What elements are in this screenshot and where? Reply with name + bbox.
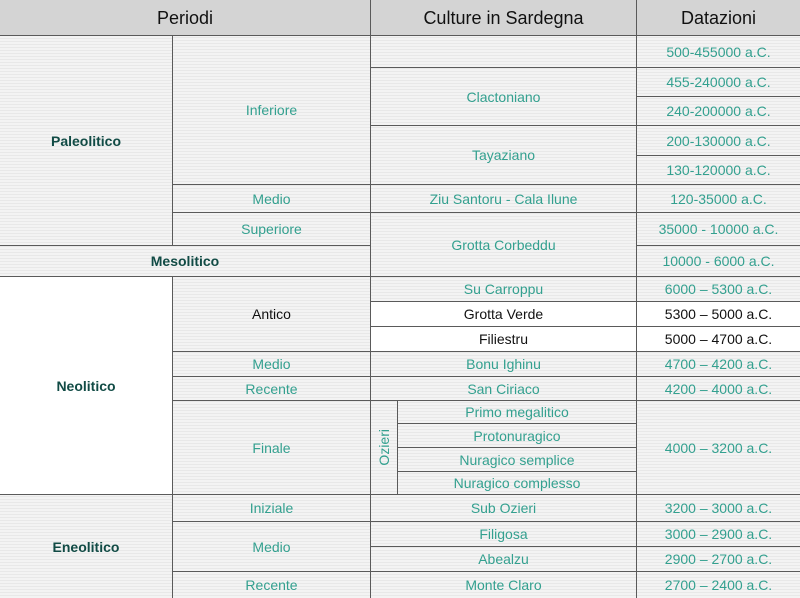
grid-line xyxy=(636,155,800,156)
grid-line xyxy=(172,212,800,213)
culture-sub-ozieri: Sub Ozieri xyxy=(371,495,636,521)
grid-line xyxy=(0,35,800,36)
grid-line xyxy=(636,96,800,97)
ozieri-label: Ozieri xyxy=(376,429,392,466)
date-cell: 240-200000 a.C. xyxy=(637,97,800,125)
grid-line xyxy=(636,0,637,598)
date-cell: 4700 – 4200 a.C. xyxy=(637,352,800,376)
date-cell: 455-240000 a.C. xyxy=(637,68,800,96)
grid-line xyxy=(172,376,800,377)
culture-san-ciriaco: San Ciriaco xyxy=(371,377,636,400)
culture-grotta-corbeddu: Grotta Corbeddu xyxy=(371,213,636,276)
subperiod-medio-neolitico: Medio xyxy=(173,352,370,376)
grid-line xyxy=(370,301,800,302)
grid-line xyxy=(172,245,370,246)
date-cell: 5300 – 5000 a.C. xyxy=(637,302,800,326)
grid-line xyxy=(397,447,636,448)
date-cell: 3200 – 3000 a.C. xyxy=(637,495,800,521)
culture-ziu-santoru: Ziu Santoru - Cala Ilune xyxy=(371,185,636,212)
subperiod-iniziale: Iniziale xyxy=(173,495,370,521)
culture-nuragico-semplice: Nuragico semplice xyxy=(398,448,636,471)
grid-line xyxy=(397,471,636,472)
date-cell: 6000 – 5300 a.C. xyxy=(637,277,800,301)
subperiod-recente-neolitico: Recente xyxy=(173,377,370,400)
culture-primo-megalitico: Primo megalitico xyxy=(398,401,636,423)
grid-line xyxy=(370,546,800,547)
period-paleolitico: Paleolitico xyxy=(0,36,172,245)
date-cell: 200-130000 a.C. xyxy=(637,126,800,155)
subperiod-medio-eneolitico: Medio xyxy=(173,522,370,571)
culture-protonuragico: Protonuragico xyxy=(398,424,636,447)
grid-line xyxy=(370,326,800,327)
culture-tayaziano: Tayaziano xyxy=(371,126,636,184)
grid-line xyxy=(397,423,636,424)
grid-line xyxy=(172,400,800,401)
date-cell: 500-455000 a.C. xyxy=(637,36,800,67)
grid-line xyxy=(172,571,800,572)
header-periodi: Periodi xyxy=(0,0,370,35)
subperiod-antico: Antico xyxy=(173,277,370,351)
date-cell: 10000 - 6000 a.C. xyxy=(637,246,800,276)
culture-su-carroppu: Su Carroppu xyxy=(371,277,636,301)
header-culture: Culture in Sardegna xyxy=(371,0,636,35)
date-cell: 4000 – 3200 a.C. xyxy=(637,401,800,494)
period-eneolitico: Eneolitico xyxy=(0,495,172,598)
culture-filigosa: Filigosa xyxy=(371,522,636,546)
date-cell: 35000 - 10000 a.C. xyxy=(637,213,800,245)
grid-line xyxy=(0,494,800,495)
subperiod-recente-eneolitico: Recente xyxy=(173,572,370,598)
culture-nuragico-complesso: Nuragico complesso xyxy=(398,472,636,494)
subperiod-inferiore: Inferiore xyxy=(173,36,370,184)
grid-line xyxy=(172,351,800,352)
grid-line xyxy=(172,521,800,522)
grid-line xyxy=(172,36,173,246)
grid-line xyxy=(370,125,800,126)
date-cell: 2900 – 2700 a.C. xyxy=(637,547,800,571)
date-cell: 2700 – 2400 a.C. xyxy=(637,572,800,598)
subperiod-finale: Finale xyxy=(173,401,370,494)
subperiod-superiore: Superiore xyxy=(173,213,370,245)
header-datazioni: Datazioni xyxy=(637,0,800,35)
date-cell: 4200 – 4000 a.C. xyxy=(637,377,800,400)
culture-grotta-verde: Grotta Verde xyxy=(371,302,636,326)
grid-line xyxy=(172,184,800,185)
culture-abealzu: Abealzu xyxy=(371,547,636,571)
grid-line xyxy=(172,276,173,598)
date-cell: 3000 – 2900 a.C. xyxy=(637,522,800,546)
culture-bonu-ighinu: Bonu Ighinu xyxy=(371,352,636,376)
grid-line xyxy=(0,276,800,277)
culture-clactoniano: Clactoniano xyxy=(371,68,636,125)
grid-line xyxy=(370,67,800,68)
period-neolitico: Neolitico xyxy=(0,277,172,494)
subperiod-medio-paleolitico: Medio xyxy=(173,185,370,212)
culture-monte-claro: Monte Claro xyxy=(371,572,636,598)
date-cell: 130-120000 a.C. xyxy=(637,156,800,184)
grid-line xyxy=(370,0,371,598)
culture-empty xyxy=(371,36,636,67)
grid-line xyxy=(636,245,800,246)
period-mesolitico: Mesolitico xyxy=(0,246,370,276)
date-cell: 5000 – 4700 a.C. xyxy=(637,327,800,351)
date-cell: 120-35000 a.C. xyxy=(637,185,800,212)
culture-filiestru: Filiestru xyxy=(371,327,636,351)
culture-ozieri xyxy=(371,401,397,494)
grid-line xyxy=(0,245,172,246)
